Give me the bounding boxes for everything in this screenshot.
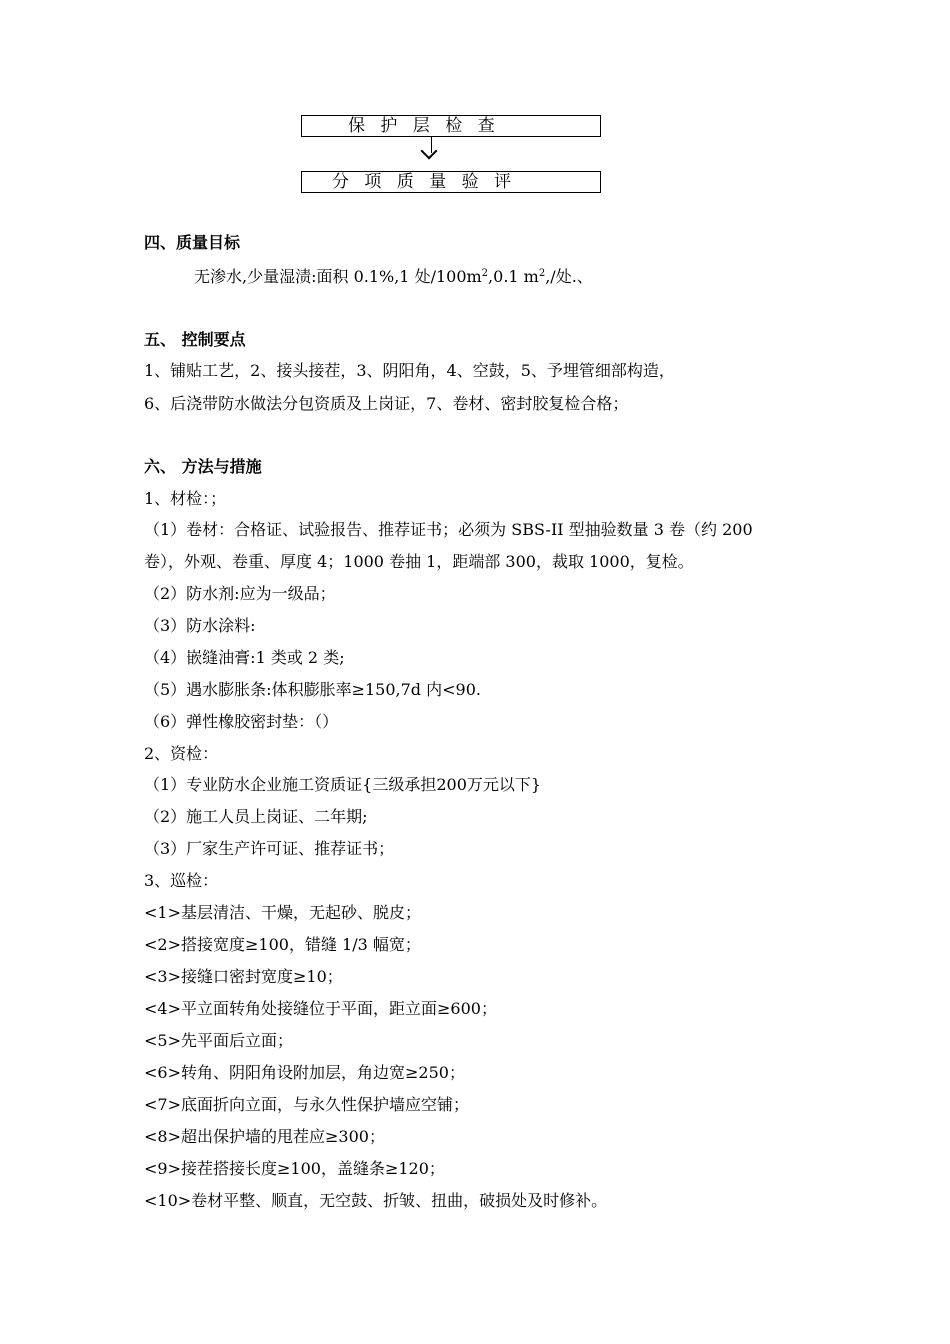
- section-4-heading: 四、质量目标: [144, 233, 241, 252]
- method-line: <8>超出保护墙的甩茬应≥300；: [144, 1127, 385, 1146]
- control-point-line: 6、后浇带防水做法分包资质及上岗证，7、卷材、密封胶复检合格；: [144, 394, 629, 413]
- superscript-a: 2: [481, 268, 489, 279]
- quality-target-text: [194, 266, 593, 288]
- flowchart-box-protective-layer-inspection: 保 护 层 检 查: [301, 115, 601, 137]
- section-5-heading: 五、 控制要点: [144, 330, 246, 349]
- flowchart-box-quality-evaluation: 分 项 质 量 验 评: [301, 171, 601, 193]
- method-line: <1>基层清洁、干燥，无起砂、脱皮；: [144, 903, 421, 922]
- method-line: （3）防水涂料:: [144, 616, 256, 635]
- method-line: （3）厂家生产许可证、推荐证书；: [144, 839, 395, 858]
- method-line: （1）卷材：合格证、试验报告、推荐证书；必须为 SBS-II 型抽验数量 3 卷（约 200: [144, 520, 753, 539]
- method-line: <10>卷材平整、顺直，无空鼓、折皱、扭曲，破损处及时修补。: [144, 1191, 608, 1210]
- control-point-line: 1、铺贴工艺，2、接头接茬，3、阴阳角，4、空鼓，5、予埋管细部构造，: [144, 361, 675, 380]
- method-line: （2）防水剂:应为一级品；: [144, 584, 336, 603]
- method-line: （4）嵌缝油膏:1 类或 2 类;: [144, 648, 345, 667]
- method-line: 1、材检：；: [144, 489, 227, 508]
- quality-target-part-a: 无渗水,少量湿渍:面积 0.1%,1 处/100m: [194, 267, 482, 286]
- method-line: <6>转角、阴阳角设附加层，角边宽≥250；: [144, 1063, 465, 1082]
- method-line: <9>接茬搭接长度≥100，盖缝条≥120；: [144, 1159, 445, 1178]
- method-line: （1）专业防水企业施工资质证{三级承担200万元以下}: [144, 775, 542, 794]
- down-arrow-icon: [421, 143, 438, 160]
- method-line: （5）遇水膨胀条:体积膨胀率≥150,7d 内<90.: [144, 680, 481, 699]
- method-line: <5>先平面后立面；: [144, 1031, 293, 1050]
- method-line: （6）弹性橡胶密封垫：（）: [144, 712, 339, 731]
- method-line: <3>接缝口密封宽度≥10；: [144, 967, 343, 986]
- method-line: 卷），外观、卷重、厚度 4；1000 卷抽 1，距端部 300，裁取 1000，复检。: [144, 552, 694, 571]
- quality-target-part-c: ,/处.、: [545, 267, 593, 286]
- method-line: <2>搭接宽度≥100，错缝 1/3 幅宽；: [144, 935, 421, 954]
- section-6-heading: 六、 方法与措施: [144, 457, 262, 476]
- quality-target-part-b: ,0.1 m: [488, 267, 539, 286]
- method-line: <7>底面折向立面，与永久性保护墙应空铺；: [144, 1095, 469, 1114]
- method-line: 3、巡检：: [144, 871, 219, 890]
- superscript-b: 2: [538, 268, 546, 279]
- method-line: <4>平立面转角处接缝位于平面，距立面≥600；: [144, 999, 497, 1018]
- method-line: （2）施工人员上岗证、二年期;: [144, 807, 368, 826]
- method-line: 2、资检：: [144, 744, 219, 763]
